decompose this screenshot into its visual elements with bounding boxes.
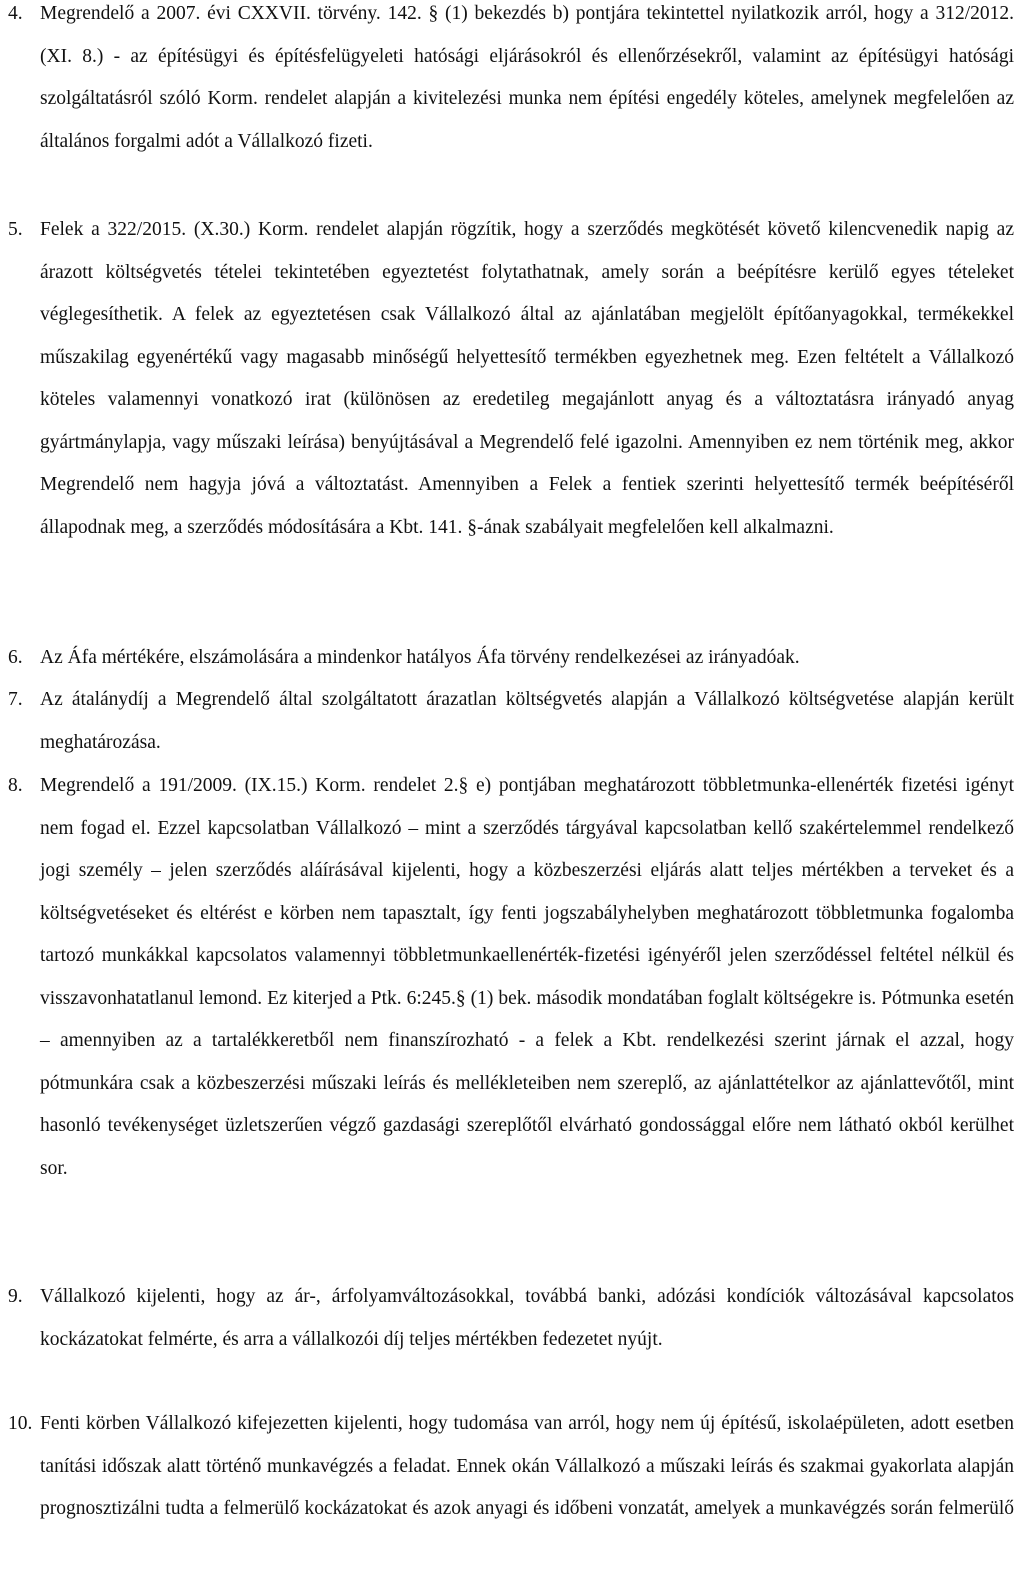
item-number: 5. [8,219,23,240]
item-text: Vállalkozó kijelenti, hogy az ár-, árfolyamváltozásokkal, továbbá banki, adózási kondíciók változásával kapcsolatos kockázatokat felmérte, és arra a vállalkozói díj teljes mértékben fedezetet nyújt. [40,1286,1014,1350]
item-text: Fenti körben Vállalkozó kifejezetten kijelenti, hogy tudomása van arról, hogy nem új építésű, iskolaépületen, adott esetben tanítási időszak alatt történő munkavégzés a feladat. Ennek okán Vállalkozó a műszaki leírás és szakmai gyakorlata alapján prognosztizálni tudta a felmerülő kockázatokat és azok anyagi és időbeni vonzatát, amelyek a munkavégzés során felmerülő [40,1413,1014,1519]
item-number: 4. [8,3,23,24]
item-number: 10. [8,1413,33,1434]
item-number: 7. [8,689,23,710]
item-text: Felek a 322/2015. (X.30.) Korm. rendelet alapján rögzítik, hogy a szerződés megkötését követő kilencvenedik napig az árazott költségvetés tételei tekintetében egyeztetést folytathatnak, amely során a beépítésre kerülő egyes tételeket véglegesíthetik. A felek az egyeztetésen csak Vállalkozó által az ajánlatában megjelölt építőanyagokkal, termékekkel műszakilag egyenértékű vagy magasabb minőségű helyettesítő termékben egyezhetnek meg. Ezen feltételt a Vállalkozó köteles valamennyi vonatkozó irat (különösen az eredetileg megajánlott anyag és a változtatásra irányadó anyag gyártmánylapja, vagy műszaki leírása) benyújtásával a Megrendelő felé igazolni. Amennyiben ez nem történik meg, akkor Megrendelő nem hagyja jóvá a változtatást. Amennyiben a Felek a fentiek szerinti helyettesítő termék beépítéséről állapodnak meg, a szerződés módosítására a Kbt. 141. §-ának szabályait megfelelően kell alkalmazni. [40,219,1014,538]
item-number: 9. [8,1286,23,1307]
item-text: Az Áfa mértékére, elszámolására a mindenkor hatályos Áfa törvény rendelkezései az irányadóak. [40,647,800,668]
item-text: Megrendelő a 191/2009. (IX.15.) Korm. rendelet 2.§ e) pontjában meghatározott többletmunka-ellenérték fizetési igényt nem fogad el. Ezzel kapcsolatban Vállalkozó – mint a szerződés tárgyával kapcsolatban kellő szakértelemmel rendelkező jogi személy – jelen szerződés aláírásával kijelenti, hogy a közbeszerzési eljárás alatt teljes mértékben a terveket és a költségvetéseket és eltérést e körben nem tapasztalt, így fenti jogszabályhelyben meghatározott többletmunka fogalomba tartozó munkákkal kapcsolatos valamennyi többletmunkaellenérték-fizetési igényéről jelen szerződéssel feltétel nélkül és visszavonhatatlanul lemond. Ez kiterjed a Ptk. 6:245.§ (1) bek. második mondatában foglalt költségekre is. Pótmunka esetén – amennyiben az a tartalékkeretből nem finanszírozható - a felek a Kbt. rendelkezési szerint járnak el azzal, hogy pótmunkára csak a közbeszerzési műszaki leírás és mellékleteiben nem szereplő, az ajánlattételkor az ajánlattevőtől, mint hasonló tevékenységet üzletszerűen végző gazdasági szereplőtől elvárható gondossággal előre nem látható okból kerülhet sor. [40,775,1014,1179]
item-text: Megrendelő a 2007. évi CXXVII. törvény. 142. § (1) bekezdés b) pontjára tekintettel nyilatkozik arról, hogy a 312/2012. (XI. 8.) - az építésügyi és építésfelügyeleti hatósági eljárásokról és ellenőrzésekről, valamint az építésügyi hatósági szolgáltatásról szóló Korm. rendelet alapján a kivitelezési munka nem építési engedély köteles, amelynek megfelelően az általános forgalmi adót a Vállalkozó fizeti. [40,3,1014,152]
item-number: 8. [8,775,23,796]
item-number: 6. [8,647,23,668]
item-text: Az átalánydíj a Megrendelő által szolgáltatott árazatlan költségvetés alapján a Vállalkozó költségvetése alapján került meghatározása. [40,689,1014,753]
